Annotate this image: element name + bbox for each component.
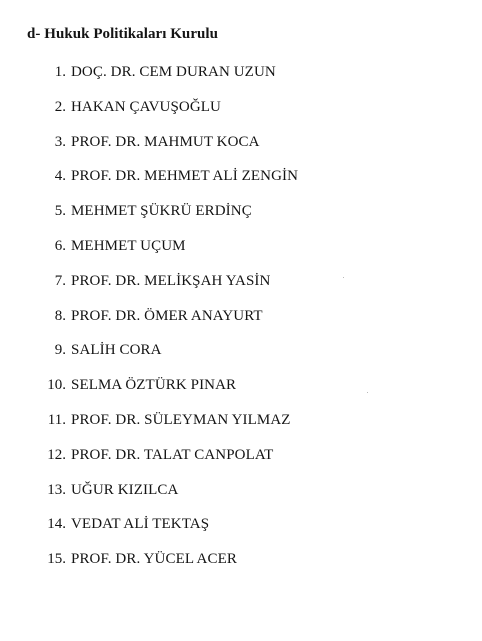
member-name: PROF. DR. YÜCEL ACER xyxy=(71,551,237,568)
list-item xyxy=(0,514,470,534)
item-number: 14. xyxy=(47,516,66,533)
scan-speck xyxy=(343,277,344,278)
member-name: PROF. DR. MEHMET ALİ ZENGİN xyxy=(71,168,299,185)
item-number: 13. xyxy=(47,481,66,498)
item-number: 15. xyxy=(47,551,66,568)
list-item xyxy=(0,445,470,465)
list-item xyxy=(0,62,470,82)
member-name: MEHMET UÇUM xyxy=(71,238,186,254)
member-name: PROF. DR. MAHMUT KOCA xyxy=(71,133,260,150)
list-item xyxy=(0,166,470,186)
list-item xyxy=(0,340,470,360)
member-name: VEDAT ALİ TEKTAŞ xyxy=(71,516,210,533)
list-item xyxy=(0,271,470,291)
member-name: UĞUR KIZILCA xyxy=(71,481,179,498)
member-name: MEHMET ŞÜKRÜ ERDİNÇ xyxy=(71,203,252,220)
scan-speck xyxy=(367,392,368,393)
list-item xyxy=(0,410,470,430)
item-number: 8. xyxy=(54,307,66,324)
item-number: 4. xyxy=(54,168,66,185)
member-name: HAKAN ÇAVUŞOĞLU xyxy=(71,98,221,115)
list-item xyxy=(0,97,470,117)
item-number: 11. xyxy=(47,412,66,428)
list-item xyxy=(0,306,470,326)
member-name: PROF. DR. SÜLEYMAN YILMAZ xyxy=(71,412,291,428)
item-number: 10. xyxy=(47,377,66,394)
list-item xyxy=(0,549,470,569)
member-name: PROF. DR. TALAT CANPOLAT xyxy=(71,446,274,463)
item-number: 9. xyxy=(54,342,66,359)
list-item xyxy=(0,480,470,500)
list-item xyxy=(0,201,470,221)
item-number: 3. xyxy=(54,133,66,150)
member-name: PROF. DR. MELİKŞAH YASİN xyxy=(71,272,271,289)
item-number: 1. xyxy=(54,64,66,80)
member-name: DOÇ. DR. CEM DURAN UZUN xyxy=(71,64,276,80)
item-number: 7. xyxy=(54,272,66,289)
member-name: SALİH CORA xyxy=(71,342,162,359)
item-number: 2. xyxy=(54,98,66,115)
item-number: 6. xyxy=(54,238,66,254)
item-number: 12. xyxy=(47,446,66,463)
member-name: PROF. DR. ÖMER ANAYURT xyxy=(71,307,263,324)
item-number: 5. xyxy=(54,203,66,220)
list-item xyxy=(0,132,470,152)
section-heading: d- Hukuk Politikaları Kurulu xyxy=(27,26,219,42)
list-item xyxy=(0,375,470,395)
list-item xyxy=(0,236,470,256)
member-name: SELMA ÖZTÜRK PINAR xyxy=(71,377,237,394)
